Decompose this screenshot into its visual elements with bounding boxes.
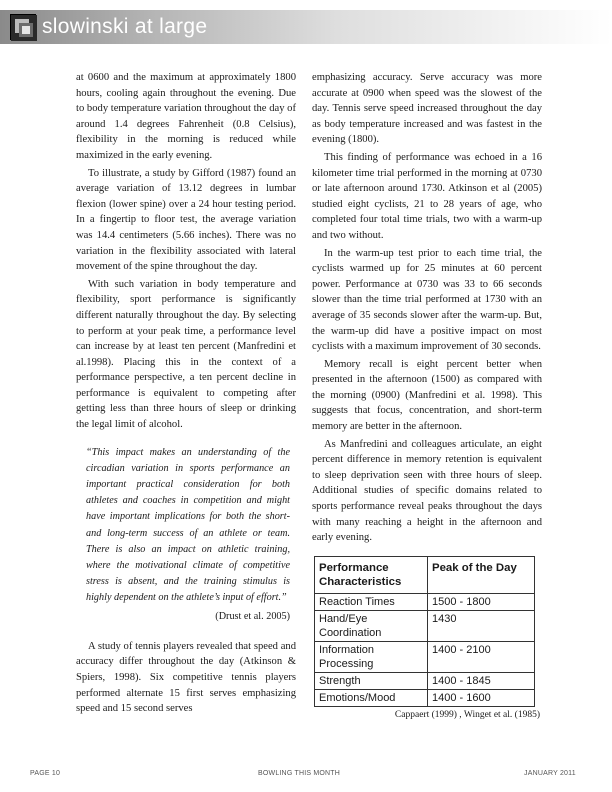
table-cell: 1500 - 1800: [428, 593, 535, 610]
column-logo-icon: [10, 14, 36, 40]
body-paragraph: This finding of performance was echoed in a 16 kilometer time trial performed in the morning at 0730 or late afternoon around 1730. Atkinson et al (2005) studied eight cyclists, 21 to 28 years of age, who completed four total time trials, two with a warm-up and two without.: [312, 151, 542, 241]
body-paragraph: As Manfredini and colleagues articulate, an eight percent difference in memory retention is equivalent to sleep deprivation seen with three hours of sleep. Additional studies of specific domains related to sports performance reveal peaks throughout the days with many reaching a height in the afternoon and early evening.: [312, 438, 542, 544]
body-paragraph: To illustrate, a study by Gifford (1987) found an average variation of 13.12 degrees in lumbar flexion (lower spine) over a 24 hour testing period. In a fingertip to floor test, the average variation was 14.4 centimeters (5.66 inches). There was no variation in the flexibility associated with lateral movement of the spine throughout the day.: [76, 167, 296, 273]
page-header: [0, 0, 612, 52]
right-column: [312, 70, 542, 721]
peak-performance-table: [314, 556, 535, 707]
table-header-cell: Peak of the Day: [428, 556, 535, 593]
table-source-citation: Cappaert (1999) , Winget et al. (1985): [394, 709, 540, 720]
footer-issue-date: JANUARY 2011: [524, 770, 576, 777]
table-cell: Hand/Eye Coordination: [315, 610, 428, 641]
footer-publication: BOWLING THIS MONTH: [258, 770, 341, 777]
table-row: [315, 593, 535, 610]
table-cell: 1400 - 1600: [428, 689, 535, 706]
column-title: slowinski at large: [42, 15, 208, 38]
table-cell: Reaction Times: [315, 593, 428, 610]
table-cell: Information Processing: [315, 641, 428, 672]
table-cell: 1430: [428, 610, 535, 641]
table-header-cell: Performance Characteristics: [315, 556, 428, 593]
pull-quote: [86, 445, 290, 625]
table-cell: 1400 - 1845: [428, 672, 535, 689]
table-row: [315, 689, 535, 706]
table-row: [315, 672, 535, 689]
body-paragraph: In the warm-up test prior to each time trial, the cyclists warmed up for 25 minutes at 60 percent power. Performance at 0730 was 33 to 66 seconds slower than the time trial performed at 1730 with an average of 35 seconds slower after the warm-up. But, the warm-up did have a positive impact on most cyclists with a maximum improvement of 30 seconds.: [312, 247, 542, 353]
footer-page-number: PAGE 10: [30, 770, 61, 777]
table-row: [315, 641, 535, 672]
table-header-row: [315, 556, 535, 593]
table-cell: 1400 - 2100: [428, 641, 535, 672]
pull-quote-citation: (Drust et al. 2005): [215, 610, 290, 622]
table-row: [315, 610, 535, 641]
body-paragraph: Memory recall is eight percent better when presented in the afternoon (1500) as compared with the morning (0900) (Manfredini et al. 1998). This suggests that focus, concentration, and short-term memory are better in the afternoon.: [312, 358, 542, 433]
body-paragraph: A study of tennis players revealed that speed and accuracy differ throughout the day (Atkinson & Spiers, 1998). Six competitive tennis players performed alternate 15 first serves emphasizing speed and 15 second serves: [76, 640, 296, 715]
pull-quote-text: “This impact makes an understanding of the circadian variation in sports performance an important practical consideration for both athletes and coaches in competition and might have important implications for both the short- and long-term success of an athlete or team. There is also an impact on athletic training, where the motivational climate of competitive stress is absent, and the training stimulus is highly dependent on the athlete’s input of effort.”: [86, 446, 290, 604]
table-cell: Emotions/Mood: [315, 689, 428, 706]
table-cell: Strength: [315, 672, 428, 689]
left-column: [76, 70, 296, 719]
body-paragraph: With such variation in body temperature and flexibility, sport performance is significantly different naturally throughout the day. By selecting to perform at your peak time, a performance level can increase by at least ten percent (Manfredini et al.1998). Placing this in the context of a performance perspective, a ten percent decline in performance is equivalent to competing after getting less than three hours of sleep or drinking the legal limit of alcohol.: [76, 278, 296, 431]
body-paragraph: at 0600 and the maximum at approximately 1800 hours, cooling again throughout the evening. Due to body temperature variation throughout the day of around 1.4 degrees Fahrenheit (0.8 Celsius), flexibility in the morning is reduced while maximized in the early evening.: [76, 72, 296, 161]
body-paragraph: emphasizing accuracy. Serve accuracy was more accurate at 0900 when speed was the slowest of the day. Tennis serve speed increased throughout the day as body temperature increased and was fastest in the evening (1800).: [312, 72, 542, 146]
